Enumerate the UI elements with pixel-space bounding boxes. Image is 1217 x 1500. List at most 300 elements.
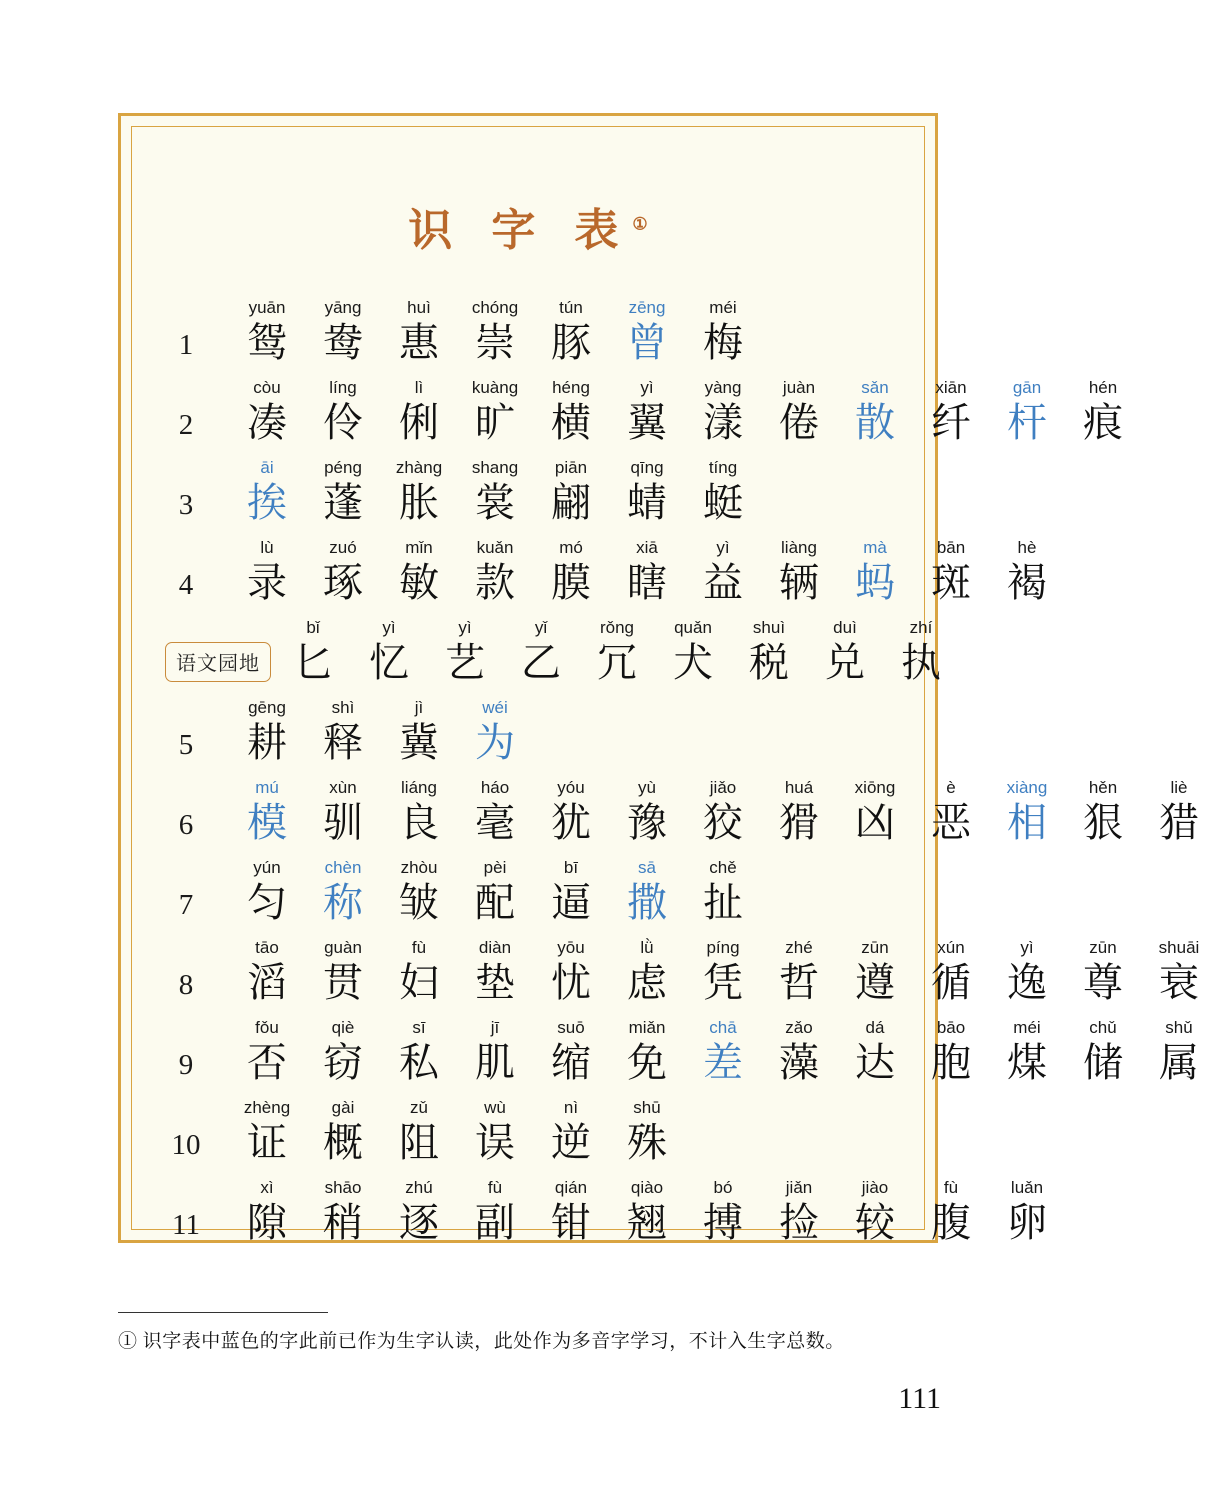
- hanzi-character: 倦: [779, 400, 819, 445]
- hanzi-character: 凑: [247, 400, 287, 445]
- hanzi-character: 辆: [779, 560, 819, 605]
- pinyin-label: yù: [638, 778, 656, 797]
- pinyin-label: zūn: [1089, 938, 1117, 957]
- hanzi-character: 衰: [1159, 960, 1199, 1005]
- character-cell: [381, 1018, 457, 1090]
- character-cell: [229, 378, 305, 450]
- pinyin-label: còu: [253, 378, 281, 397]
- character-cell: [229, 1018, 305, 1090]
- pinyin-label: zhé: [785, 938, 813, 957]
- pinyin-label: zhí: [909, 618, 933, 637]
- hanzi-character: 冀: [399, 720, 439, 765]
- hanzi-character: 释: [323, 720, 363, 765]
- hanzi-character: 录: [247, 560, 287, 605]
- character-cell: [381, 1098, 457, 1170]
- hanzi-character: 卵: [1007, 1200, 1047, 1245]
- character-cell: [609, 538, 685, 610]
- table-row: [143, 376, 1123, 450]
- character-cell: [609, 298, 685, 370]
- character-cell: [305, 778, 381, 850]
- pinyin-label: shang: [471, 458, 519, 477]
- character-group: [229, 1018, 1217, 1090]
- pinyin-label: quǎn: [674, 618, 712, 637]
- pinyin-label: méi: [709, 298, 737, 317]
- character-cell: [229, 458, 305, 530]
- pinyin-label: pèi: [483, 858, 507, 877]
- hanzi-character: 撒: [627, 880, 667, 925]
- hanzi-character: 良: [399, 800, 439, 845]
- hanzi-character: 逸: [1007, 960, 1047, 1005]
- pinyin-label: fù: [943, 1178, 959, 1197]
- character-cell: [609, 378, 685, 450]
- pinyin-label: qián: [554, 1178, 588, 1197]
- hanzi-character: 鸯: [323, 320, 363, 365]
- pinyin-label: shāo: [324, 1178, 362, 1197]
- pinyin-label: jì: [414, 698, 424, 717]
- pinyin-label: chā: [709, 1018, 737, 1037]
- character-cell: [989, 378, 1065, 450]
- hanzi-character: 褐: [1007, 560, 1047, 605]
- character-cell: [305, 458, 381, 530]
- character-cell: [381, 538, 457, 610]
- character-cell: [989, 1178, 1065, 1250]
- hanzi-character: 免: [627, 1040, 667, 1085]
- hanzi-character: 误: [475, 1120, 515, 1165]
- hanzi-character: 梅: [703, 320, 743, 365]
- hanzi-character: 膜: [551, 560, 591, 605]
- pinyin-label: fù: [487, 1178, 503, 1197]
- pinyin-label: qiào: [630, 1178, 664, 1197]
- character-cell: [1065, 778, 1141, 850]
- character-group: [229, 378, 1141, 450]
- character-cell: [533, 1018, 609, 1090]
- character-cell: [305, 1018, 381, 1090]
- hanzi-character: 胞: [931, 1040, 971, 1085]
- pinyin-label: qiè: [331, 1018, 355, 1037]
- character-cell: [685, 538, 761, 610]
- hanzi-character: 扯: [703, 880, 743, 925]
- character-cell: [533, 458, 609, 530]
- pinyin-label: xì: [260, 1178, 274, 1197]
- hanzi-character: 税: [749, 640, 789, 685]
- character-cell: [655, 618, 731, 690]
- hanzi-character: 杆: [1007, 400, 1047, 445]
- character-cell: [913, 938, 989, 1010]
- hanzi-character: 痕: [1083, 400, 1123, 445]
- page-title-text: 识 字 表: [408, 206, 633, 255]
- hanzi-character: 乙: [521, 640, 561, 685]
- pinyin-label: mó: [559, 538, 583, 557]
- pinyin-label: wéi: [482, 698, 508, 717]
- character-group: [229, 458, 913, 530]
- hanzi-character: 隙: [247, 1200, 287, 1245]
- pinyin-label: gān: [1012, 378, 1042, 397]
- hanzi-character: 匀: [247, 880, 287, 925]
- character-group: [229, 698, 913, 770]
- character-table: [143, 296, 1200, 1256]
- character-cell: [807, 618, 883, 690]
- pinyin-label: dá: [865, 1018, 885, 1037]
- character-cell: [533, 858, 609, 930]
- hanzi-character: 垫: [475, 960, 515, 1005]
- character-cell: [305, 1098, 381, 1170]
- hanzi-character: 冗: [597, 640, 637, 685]
- pinyin-label: xiā: [636, 538, 658, 557]
- hanzi-character: 副: [475, 1200, 515, 1245]
- character-cell: [837, 538, 913, 610]
- character-cell: [685, 938, 761, 1010]
- pinyin-label: líng: [329, 378, 357, 397]
- character-cell: [457, 1018, 533, 1090]
- pinyin-label: fù: [411, 938, 427, 957]
- hanzi-character: 滔: [247, 960, 287, 1005]
- hanzi-character: 豚: [551, 320, 591, 365]
- character-cell: [761, 778, 837, 850]
- hanzi-character: 蜓: [703, 480, 743, 525]
- pinyin-label: xún: [937, 938, 965, 957]
- table-row: [143, 1176, 1047, 1250]
- character-cell: [457, 298, 533, 370]
- character-cell: [1141, 1018, 1217, 1090]
- character-cell: [685, 1018, 761, 1090]
- pinyin-label: lù: [260, 538, 274, 557]
- pinyin-label: xiān: [935, 378, 967, 397]
- character-cell: [609, 458, 685, 530]
- pinyin-label: è: [946, 778, 956, 797]
- pinyin-label: lì: [414, 378, 424, 397]
- page-number: 111: [898, 1382, 941, 1415]
- character-cell: [381, 298, 457, 370]
- pinyin-label: bó: [713, 1178, 733, 1197]
- character-cell: [609, 778, 685, 850]
- row-number: 4: [178, 569, 194, 601]
- pinyin-label: zuó: [329, 538, 357, 557]
- pinyin-label: bāo: [936, 1018, 966, 1037]
- character-cell: [305, 698, 381, 770]
- character-cell: [229, 858, 305, 930]
- hanzi-character: 恶: [931, 800, 971, 845]
- character-cell: [837, 378, 913, 450]
- character-cell: [381, 458, 457, 530]
- pinyin-label: suō: [557, 1018, 585, 1037]
- character-cell: [913, 1178, 989, 1250]
- hanzi-character: 漾: [703, 400, 743, 445]
- hanzi-character: 狠: [1083, 800, 1123, 845]
- pinyin-label: wù: [484, 1098, 506, 1117]
- character-cell: [609, 1018, 685, 1090]
- hanzi-character: 散: [855, 400, 895, 445]
- hanzi-character: 执: [901, 640, 941, 685]
- row-number: 3: [178, 489, 194, 521]
- pinyin-label: zhèng: [243, 1098, 291, 1117]
- pinyin-label: xiàng: [1006, 778, 1048, 797]
- character-group: [229, 778, 1217, 850]
- pinyin-label: yàng: [704, 378, 742, 397]
- pinyin-label: hè: [1017, 538, 1037, 557]
- character-cell: [229, 1098, 305, 1170]
- hanzi-character: 翼: [627, 400, 667, 445]
- hanzi-character: 毫: [475, 800, 515, 845]
- character-cell: [229, 298, 305, 370]
- character-cell: [381, 858, 457, 930]
- character-cell: [989, 538, 1065, 610]
- hanzi-character: 猎: [1159, 800, 1199, 845]
- table-row: [143, 856, 913, 930]
- pinyin-label: sǎn: [861, 378, 889, 397]
- character-cell: [229, 778, 305, 850]
- hanzi-character: 遵: [855, 960, 895, 1005]
- pinyin-label: shǔ: [1165, 1018, 1193, 1037]
- hanzi-character: 犹: [551, 800, 591, 845]
- character-cell: [229, 938, 305, 1010]
- character-cell: [533, 1178, 609, 1250]
- hanzi-character: 妇: [399, 960, 439, 1005]
- pinyin-label: zhòu: [400, 858, 438, 877]
- hanzi-character: 为: [475, 720, 515, 765]
- hanzi-character: 裳: [475, 480, 515, 525]
- pinyin-label: chǔ: [1089, 1018, 1117, 1037]
- pinyin-label: jī: [490, 1018, 500, 1037]
- character-cell: [837, 1018, 913, 1090]
- hanzi-character: 匕: [293, 640, 333, 685]
- character-cell: [579, 618, 655, 690]
- pinyin-label: yì: [382, 618, 396, 637]
- hanzi-character: 胀: [399, 480, 439, 525]
- hanzi-character: 较: [855, 1200, 895, 1245]
- character-cell: [883, 618, 959, 690]
- hanzi-character: 虑: [627, 960, 667, 1005]
- hanzi-character: 藻: [779, 1040, 819, 1085]
- character-cell: [989, 1018, 1065, 1090]
- pinyin-label: qīng: [630, 458, 664, 477]
- hanzi-character: 煤: [1007, 1040, 1047, 1085]
- table-row: [143, 1016, 1199, 1090]
- row-number: 6: [178, 809, 194, 841]
- character-cell: [457, 698, 533, 770]
- hanzi-character: 捡: [779, 1200, 819, 1245]
- hanzi-character: 否: [247, 1040, 287, 1085]
- character-cell: [351, 618, 427, 690]
- pinyin-label: chóng: [471, 298, 519, 317]
- hanzi-character: 款: [475, 560, 515, 605]
- pinyin-label: yún: [253, 858, 281, 877]
- pinyin-label: fǒu: [255, 1018, 279, 1037]
- character-cell: [761, 538, 837, 610]
- hanzi-character: 豫: [627, 800, 667, 845]
- pinyin-label: yǐ: [534, 618, 548, 637]
- row-badge-label: 语文园地: [165, 642, 271, 682]
- hanzi-character: 私: [399, 1040, 439, 1085]
- hanzi-character: 肌: [475, 1040, 515, 1085]
- character-cell: [275, 618, 351, 690]
- pinyin-label: liáng: [401, 778, 437, 797]
- hanzi-character: 益: [703, 560, 743, 605]
- character-cell: [609, 1178, 685, 1250]
- content-frame: [118, 113, 1200, 1245]
- pinyin-label: gēng: [248, 698, 286, 717]
- table-row: [143, 456, 913, 530]
- character-cell: [913, 778, 989, 850]
- pinyin-label: diàn: [478, 938, 512, 957]
- pinyin-label: sī: [412, 1018, 426, 1037]
- character-cell: [685, 1178, 761, 1250]
- hanzi-character: 瞎: [627, 560, 667, 605]
- hanzi-character: 概: [323, 1120, 363, 1165]
- page-title: [121, 194, 935, 258]
- character-cell: [229, 698, 305, 770]
- hanzi-character: 尊: [1083, 960, 1123, 1005]
- character-cell: [427, 618, 503, 690]
- pinyin-label: zǔ: [410, 1098, 428, 1117]
- character-cell: [1141, 778, 1217, 850]
- character-cell: [533, 298, 609, 370]
- hanzi-character: 挨: [247, 480, 287, 525]
- hanzi-character: 稍: [323, 1200, 363, 1245]
- character-cell: [989, 938, 1065, 1010]
- character-cell: [305, 298, 381, 370]
- character-cell: [305, 538, 381, 610]
- row-number: 11: [172, 1209, 200, 1241]
- hanzi-character: 崇: [475, 320, 515, 365]
- pinyin-label: péng: [324, 458, 362, 477]
- hanzi-character: 相: [1007, 800, 1047, 845]
- pinyin-label: nì: [563, 1098, 579, 1117]
- pinyin-label: luǎn: [1010, 1178, 1044, 1197]
- hanzi-character: 凭: [703, 960, 743, 1005]
- pinyin-label: shì: [331, 698, 355, 717]
- pinyin-label: liè: [1170, 778, 1188, 797]
- footnote-text: ① 识字表中蓝色的字此前已作为生字认读，此处作为多音字学习，不计入生字总数。: [118, 1331, 845, 1352]
- hanzi-character: 狡: [703, 800, 743, 845]
- character-cell: [685, 458, 761, 530]
- hanzi-character: 储: [1083, 1040, 1123, 1085]
- character-cell: [229, 538, 305, 610]
- pinyin-label: shuāi: [1158, 938, 1200, 957]
- pinyin-label: mú: [255, 778, 279, 797]
- pinyin-label: yōu: [557, 938, 585, 957]
- character-cell: [229, 1178, 305, 1250]
- character-cell: [609, 1098, 685, 1170]
- character-group: [275, 618, 959, 690]
- hanzi-character: 阻: [399, 1120, 439, 1165]
- character-cell: [533, 538, 609, 610]
- character-group: [229, 858, 913, 930]
- pinyin-label: kuàng: [471, 378, 519, 397]
- pinyin-label: chě: [709, 858, 737, 877]
- character-group: [229, 938, 1217, 1010]
- pinyin-label: yóu: [557, 778, 585, 797]
- hanzi-character: 耕: [247, 720, 287, 765]
- character-cell: [989, 778, 1065, 850]
- pinyin-label: héng: [552, 378, 590, 397]
- pinyin-label: hén: [1088, 378, 1118, 397]
- character-cell: [609, 858, 685, 930]
- pinyin-label: tún: [559, 298, 583, 317]
- hanzi-character: 缩: [551, 1040, 591, 1085]
- pinyin-label: bī: [563, 858, 579, 877]
- hanzi-character: 逐: [399, 1200, 439, 1245]
- hanzi-character: 蚂: [855, 560, 895, 605]
- character-cell: [685, 298, 761, 370]
- hanzi-character: 哲: [779, 960, 819, 1005]
- character-cell: [457, 1098, 533, 1170]
- hanzi-character: 配: [475, 880, 515, 925]
- pinyin-label: tāo: [255, 938, 279, 957]
- character-cell: [457, 538, 533, 610]
- character-group: [229, 538, 1065, 610]
- character-cell: [1065, 938, 1141, 1010]
- character-cell: [837, 1178, 913, 1250]
- character-group: [229, 1098, 913, 1170]
- hanzi-character: 腹: [931, 1200, 971, 1245]
- pinyin-label: bǐ: [306, 618, 320, 637]
- hanzi-character: 蓬: [323, 480, 363, 525]
- pinyin-label: duì: [833, 618, 857, 637]
- hanzi-character: 属: [1159, 1040, 1199, 1085]
- character-cell: [457, 938, 533, 1010]
- hanzi-character: 旷: [475, 400, 515, 445]
- character-cell: [837, 938, 913, 1010]
- pinyin-label: yì: [640, 378, 654, 397]
- pinyin-label: sā: [638, 858, 656, 877]
- character-cell: [533, 378, 609, 450]
- character-cell: [381, 1178, 457, 1250]
- hanzi-character: 搏: [703, 1200, 743, 1245]
- character-cell: [381, 938, 457, 1010]
- hanzi-character: 伶: [323, 400, 363, 445]
- hanzi-character: 犬: [673, 640, 713, 685]
- pinyin-label: mà: [863, 538, 887, 557]
- character-cell: [381, 778, 457, 850]
- pinyin-label: bān: [936, 538, 966, 557]
- character-cell: [457, 1178, 533, 1250]
- table-row: [143, 616, 941, 690]
- hanzi-character: 模: [247, 800, 287, 845]
- pinyin-label: xùn: [329, 778, 357, 797]
- character-cell: [913, 1018, 989, 1090]
- hanzi-character: 曾: [627, 320, 667, 365]
- hanzi-character: 驯: [323, 800, 363, 845]
- character-cell: [381, 698, 457, 770]
- pinyin-label: tíng: [708, 458, 738, 477]
- pinyin-label: liàng: [781, 538, 817, 557]
- character-cell: [761, 1178, 837, 1250]
- hanzi-character: 殊: [627, 1120, 667, 1165]
- pinyin-label: zūn: [861, 938, 889, 957]
- hanzi-character: 钳: [551, 1200, 591, 1245]
- pinyin-label: mǐn: [405, 538, 433, 557]
- pinyin-label: miǎn: [628, 1018, 666, 1037]
- table-row: [143, 1096, 913, 1170]
- character-cell: [1141, 938, 1217, 1010]
- hanzi-character: 纤: [931, 400, 971, 445]
- row-badge: [143, 642, 275, 690]
- table-row: [143, 936, 1200, 1010]
- character-cell: [761, 938, 837, 1010]
- pinyin-label: lǜ: [640, 938, 654, 957]
- character-cell: [305, 378, 381, 450]
- hanzi-character: 达: [855, 1040, 895, 1085]
- table-row: [143, 696, 913, 770]
- pinyin-label: hěn: [1088, 778, 1118, 797]
- hanzi-character: 忧: [551, 960, 591, 1005]
- character-cell: [533, 778, 609, 850]
- hanzi-character: 琢: [323, 560, 363, 605]
- hanzi-character: 忆: [369, 640, 409, 685]
- character-cell: [609, 938, 685, 1010]
- pinyin-label: guàn: [324, 938, 362, 957]
- character-cell: [457, 858, 533, 930]
